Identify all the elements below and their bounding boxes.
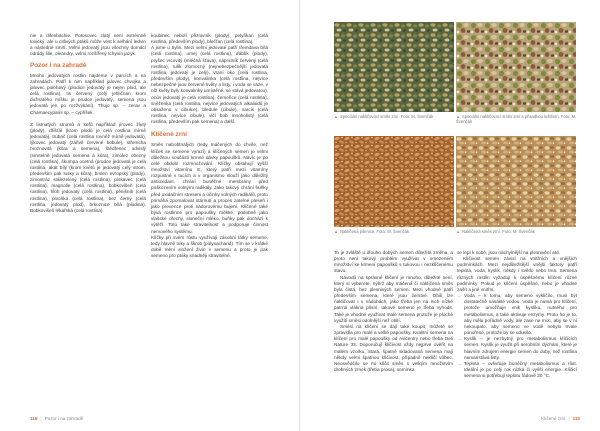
paragraph: Z listnatých stromů a keřů například jírovec žlutý (plody), dřišťál (krom plodů je celá rostlina mírně jedovatá), trubač (celá rostlina rovněž mírně jedovatá), lýkovec jedovatý (zářivě červené bobule), střemcha hroznovitá (kůra a semena), štědřenec odvislý (smrtelně jedovatá semena a kůra), zimolez obecný (celá rostlina), škumpa ocetná (prudce jedovatá je celá rostlina, akát bílý (krom květů je jedovatý celý strom, především pak lusky a kůra), brslen evropský (plody), zimostráz stálezelený (celá rostlina), pískavec (celá rostlina), magnolie (celá rostlina), bobkovišeň (celá rostlina), hloh jedovatý (celá rostlina), pěnišník (celá rostlina), pivoňka (celá rostlina), bez černý (celá rostlina, jedovatý plod), brkoznice bílá (plodina). Bobkovišeň lékařská (celá rostlina).: [30, 121, 146, 213]
paragraph: se lepí k sobě, jsou náchylnější na plesnivění atd.: [457, 250, 560, 255]
caption-photo-4: ▲ Naklíčená směs zrní. Foto: M. Švenčák: [456, 229, 535, 234]
photo-sprouted-wheat: [334, 136, 454, 227]
list-item: → Kyslík – je nezbytný pro metabolismus klíčících semen. Kyslík je využit při aerobním dýchání, které je hlavním zdrojem energie semen do doby, než rostlina nemaristává listy.: [457, 336, 577, 361]
left-footer: [30, 416, 83, 421]
paragraph: Návodů na správné klíčení je mnoho, důležité není, který si vyberete, nýbrž aby máčená či naklíčená směs byla čistá, bez plesnivých semen. Mezi vhodné patří především semena, které jsou čerstvé. Obilí lze nakličovat i v nádobách, jako třeba jen na nich nízké patrná vlákna plísní, takové semeno je třeba vyhodit. Také je vhodné využívat malé semena protože je ploché využití směsi odolnější než obilí.: [334, 274, 453, 323]
footer-separator: |: [568, 416, 570, 421]
list-item: → Voda – k tomu, aby semeno vyklíčilo, musí být dostatečně nasáklé vodou. Voda je nutná pro klíčení, protože umožňuje vnik kyslíku, nutného pro metabolismus, a také aktivuje enzymy. Proto ho je to, aby měla pořádně vody, ale zase ne moc, aby se v ní nekoupalo, aby semeno ve vodě nebylo trvale ponořené, protože by se udusilo.: [457, 293, 577, 336]
paragraph: Směsi na klíčení se dají také koupit, můžeté se zpravidla pro malé a velké papoušky. Kvalitní semena na klíčení pro malé papoušky od Avicentry nebo třeba Deli Nature 33. Doporučují klíčivost vždy nejprve ověřit na malém vzorku. Stará, špatně skladovaná semena mají někdy velmi špatnou klíčivost, případně neklíčí vůbec. Neosvědčilo se mi klíčit směs s velkým množstvím drobných zrnek (třeba prosa), semínka: [334, 323, 453, 372]
section-heading-sprouts: Klíčené zrní: [151, 131, 187, 139]
section-heading-garden: Pozor i na zahradě: [30, 61, 87, 69]
seed-legume-mix-image: [456, 22, 576, 112]
right-column-1: [334, 250, 453, 373]
caption-arrow-icon: ▲: [456, 229, 460, 234]
seed-mix-image: [334, 22, 454, 112]
paragraph: To je zvláště u dlouho dobých semen důležitá změna, a proto není takový problém využívat v omezeném množství ke krmení papoušků s tukovou i nezklíčenému stavu.: [334, 250, 453, 274]
caption-arrow-icon: ▲: [456, 114, 460, 119]
paragraph: Klíčky při svém růstu využívají zásobní látky semene, tedy hlavně tuky a škrob (polysacharid). Tím se v krátké době mění složení živin v semenu a proto je pak semeno pro ptáky snadněji stravitelné.: [151, 234, 268, 259]
caption-photo-3: ▲ Naklíčená pšenice. Foto: M. Švenčák: [334, 229, 410, 234]
running-title-right: Klíčené zrní: [541, 416, 566, 421]
sprouted-wheat-image: [334, 136, 454, 227]
paragraph: koubinec nebolí přiznivník (plody), pelyňkan (celá rostlina, především plody), blečťan (celá rostlina).: [151, 33, 268, 45]
caption-photo-1: ▲ Speciální nakličovací směs zrní. Foto: M. Švenčák: [334, 114, 434, 119]
paragraph: Klíčivost semen závisí na vnitřních a vnějších podmínkách. Mezi nejdůležitější vnější faktory patří teplota, voda, kyslík, někdy i světlo nebo tma. Semena různých rostlin vyžadují k úspěšnému klíčení různé podmínky. Pokud je klíčení úspěšné, nebo je vhodné zašít a jiné vnitřní.: [457, 256, 577, 292]
photo-sprouted-mix: [456, 136, 576, 227]
paragraph: nie a difenbachie. Potosovec zlatý není extrémně toxický, ale u citlivých ptáků může vést k selhání ledvin a následné smrti. Velmi jedovatý jsou všechny domácí odrůdy lilie, oleandry, velmi rozšířený tchynin jazyk.: [30, 33, 146, 57]
page-number-left: 118: [30, 416, 38, 421]
list-item: → Teplota – ovlivňuje buněčný metabolismus a růst. Ideální je po celý rok nízká či vyšší energie. Klíčicí semena si potřebují teplotu řádově 20 °C.: [457, 361, 577, 379]
running-title-left: Pozor i na zahradě: [44, 416, 84, 421]
right-column-2: [457, 250, 577, 379]
footer-separator: |: [40, 416, 42, 421]
page-gutter: [299, 0, 301, 431]
photo-sprouting-mix-legumes: [456, 22, 576, 112]
factor-list: [457, 293, 577, 379]
left-column-2: [151, 33, 268, 259]
right-footer: [505, 416, 580, 421]
caption-arrow-icon: ▲: [334, 229, 338, 234]
photo-sprouting-mix: [334, 22, 454, 112]
left-column-1: [30, 33, 146, 214]
caption-arrow-icon: ▲: [334, 114, 338, 119]
paragraph: Směs nabobtnalých (tedy máčených do chvíle, než klíček se semene vyrazí) a klíčených semen je velmi důležitou součástí krmné dávky papoušků. Navíc je po celé období rozmnožování. Klíčky obsahují vyšší množství vitamínu E, který patří mezi vitamíny rozpustné v tucích a v organismu slouží jako důležitý antioxidant, chrání buněčné membrány před poškozením volnými radikály. Jako takový chrání buňky před oxidačním stresem a účinky volných radikálů, proto pomáhá zpomalovat stárnutí a proces zatelné pleseň i jako prevence proti nádorovému bujení. Klíčené také bývá rostlinné pro papoušky měkké, podobně jako vlašské ořechy, sluneční mléko, buňky pak dochází k výtěží. Toto také stravitelnost a podporuje činnost nervového systému.: [151, 142, 268, 234]
paragraph: Mnoho jedovatých rostlin najdeme v parcích a na zahradách. Patří k nim například jalovec chvojka a jalovec poléhavý (plodice jedovatý je nejen plod, ale celá rostlina), tis červený (celý jehličnan krom dužnatého míšku je prudce jedovatý, semena jsou jedovatá jen po rozžvýkání). Thujo sp. – zerav a Chamaecyparis sp. – cypřišek.: [30, 72, 146, 115]
page-number-right: 119: [572, 416, 580, 421]
paragraph: A jsme u bylin. Mezi velmi jedovaté patří třemdava bílá (celá rostlina), omej (celá rostlina), ďáblík (plody), pryšec vrcovitý (mléčná šťava), náprstník červený (celá rostlina), rulík zlomocný (nejnebezpečnější jedovatá rostlina, jedovatý je celý), vraní oko (celá rostlina, především plody), konvalinka (celá rostlina, nejvíce nebezpečné jsou červené květy a listy, i voda ve váze, v níž květy byly konvalinky umístěné, se stává jedovatou), ocún jedovatý je celá rostlina), čemeřice (celá rostlina), sněženka (celá rostlina, nejvíce jedovatých alkaloidů je obsaženo v cibulce), bledule (cibule), narcis (celá rostlina, nejvíce cibule), vlčí bob mnoholistý (celá rostlina, především pak semena) a další.: [151, 45, 268, 125]
sprouted-mix-image: [456, 136, 576, 227]
caption-photo-2: ▲ Speciální nakličovací směs zrní s přisadkou luštěnin. Foto: M. Švenčák: [456, 114, 577, 125]
